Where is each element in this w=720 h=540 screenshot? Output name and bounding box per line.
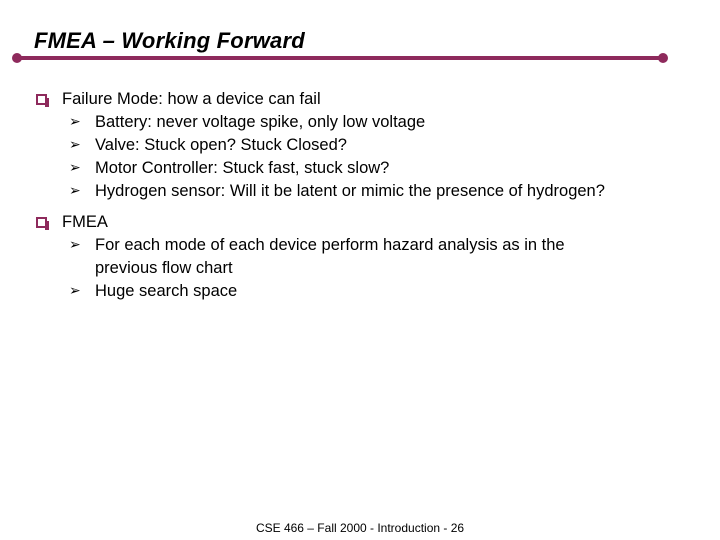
sub-bullet-search-space (69, 280, 696, 303)
bullet-item-fmea (36, 211, 696, 234)
sub-bullet-text: Battery: never voltage spike, only low voltage (95, 113, 426, 131)
divider-line (17, 56, 663, 60)
sub-bullet-hydrogen-sensor (69, 180, 696, 203)
sub-bullet-hazard-analysis (69, 234, 615, 280)
sub-bullet-battery (69, 111, 696, 134)
bullet-list (36, 88, 696, 303)
arrow-bullet-icon: ➢ (69, 283, 81, 299)
title-divider (12, 53, 668, 63)
sub-bullet-text: Hydrogen sensor: Will it be latent or mimic the presence of hydrogen? (95, 182, 605, 200)
sub-bullet-valve (69, 134, 696, 157)
arrow-bullet-icon: ➢ (69, 114, 81, 130)
bullet-text: Failure Mode: how a device can fail (62, 90, 321, 108)
arrow-bullet-icon: ➢ (69, 237, 81, 253)
sub-bullet-text: Valve: Stuck open? Stuck Closed? (95, 136, 347, 154)
divider-right-dot (658, 53, 668, 63)
divider-left-dot (12, 53, 22, 63)
slide-footer: CSE 466 – Fall 2000 - Introduction - 26 (255, 521, 465, 535)
slide-title: FMEA – Working Forward (34, 28, 305, 53)
arrow-bullet-icon: ➢ (69, 183, 81, 199)
square-bullet-icon (36, 94, 47, 105)
sub-bullet-text: For each mode of each device perform hazard analysis as in the previous flow chart (95, 236, 565, 277)
sub-bullet-text: Motor Controller: Stuck fast, stuck slow? (95, 159, 390, 177)
square-bullet-icon (36, 217, 47, 228)
bullet-text: FMEA (62, 213, 108, 231)
arrow-bullet-icon: ➢ (69, 160, 81, 176)
sub-bullet-motor-controller (69, 157, 696, 180)
arrow-bullet-icon: ➢ (69, 137, 81, 153)
sub-bullet-text: Huge search space (95, 282, 238, 300)
bullet-item-failure-mode (36, 88, 696, 111)
